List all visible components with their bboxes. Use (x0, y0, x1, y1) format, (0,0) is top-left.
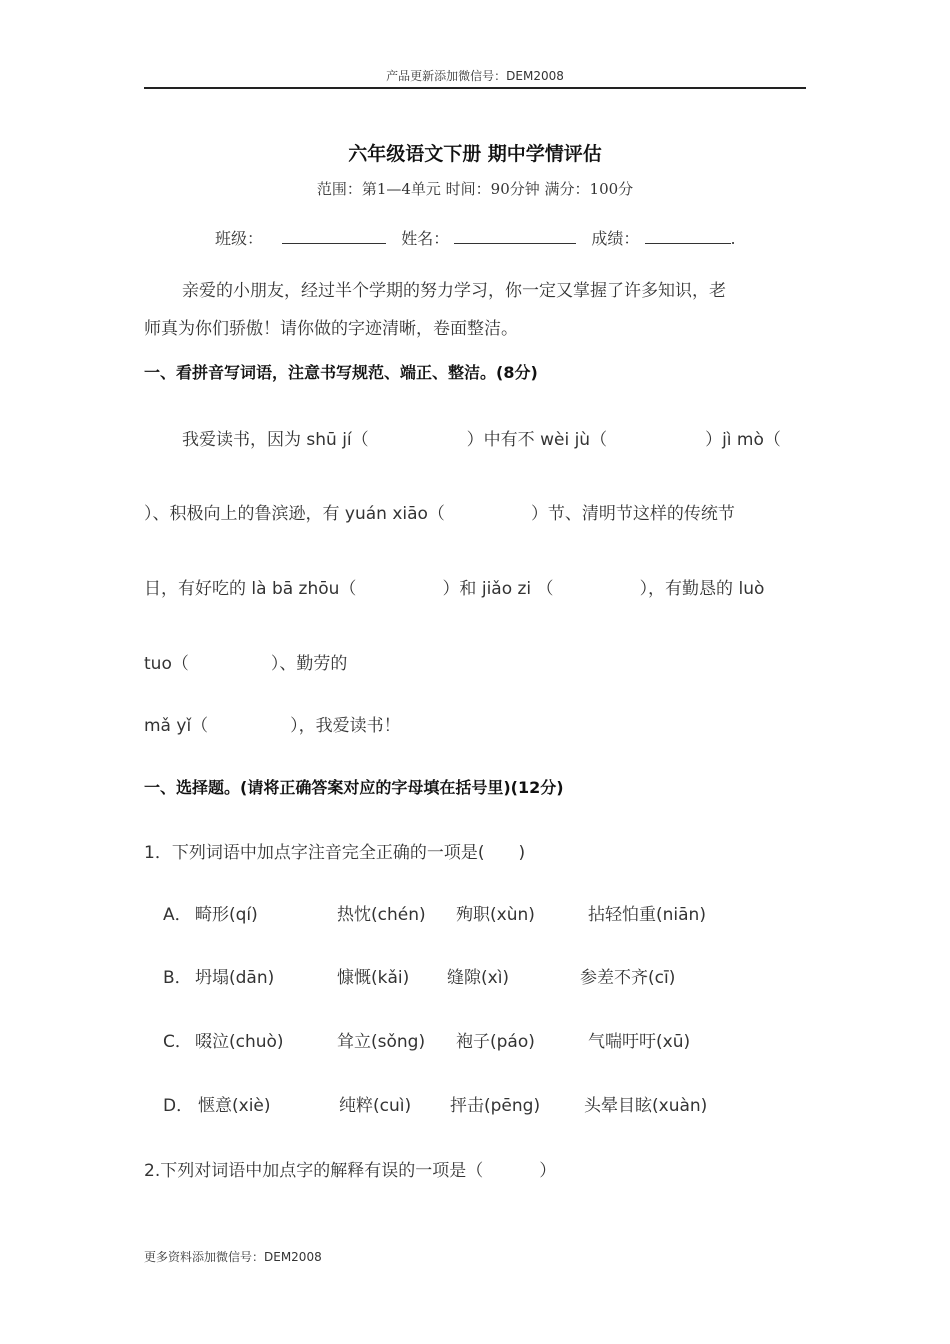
pinyin-text: ），有勤恳的 luò (639, 579, 765, 599)
option-a-item: 畸形(qí) (195, 905, 258, 925)
pinyin-text: ）jì mò（ (705, 430, 781, 450)
score-label: 成绩： (591, 229, 640, 248)
name-field[interactable] (454, 227, 576, 244)
option-d-letter[interactable]: D． (163, 1096, 194, 1116)
question-2-close: ） (539, 1161, 557, 1181)
option-c-item: 气喘吁吁(xū) (588, 1032, 691, 1052)
option-d-item: 抨击(pēng) (450, 1096, 541, 1116)
option-a-item: 拈轻怕重(niān) (588, 905, 706, 925)
page-header: 产品更新添加微信号：DEM2008 (386, 69, 564, 83)
name-label: 姓名： (401, 229, 450, 248)
header-divider (144, 87, 806, 89)
option-b-letter[interactable]: B． (163, 968, 192, 988)
student-info-line (215, 226, 736, 249)
pinyin-line-2 (144, 499, 735, 524)
exam-title: 六年级语文下册 期中学情评估 (348, 143, 602, 165)
page-footer: 更多资料添加微信号：DEM2008 (144, 1250, 322, 1264)
pinyin-text: ）节、清明节这样的传统节 (530, 504, 735, 524)
option-c-item: 袍子(páo) (456, 1032, 535, 1052)
pinyin-line-4 (144, 649, 347, 674)
question-2-text: 2.下列对词语中加点字的解释有误的一项是（ (144, 1161, 484, 1181)
pinyin-line-3 (144, 574, 764, 599)
pinyin-text: tuo（ (144, 654, 189, 674)
intro-line-2: 师真为你们骄傲！请你做的字迹清晰，卷面整洁。 (144, 319, 518, 339)
question-1-stem: 1．下列词语中加点字注音完全正确的一项是( ) (144, 843, 526, 863)
pinyin-text: ）、勤劳的 (270, 654, 348, 674)
option-d-item: 头晕目眩(xuàn) (584, 1096, 708, 1116)
pinyin-line-5 (144, 711, 401, 736)
intro-line-1: 亲爱的小朋友，经过半个学期的努力学习，你一定又掌握了许多知识，老 (182, 281, 726, 301)
exam-subtitle: 范围：第1—4单元 时间：90分钟 满分：100分 (316, 180, 634, 198)
option-a-letter[interactable]: A． (163, 905, 192, 925)
section-1-heading: 一、看拼音写词语，注意书写规范、端正、整洁。(8分) (144, 363, 538, 382)
option-b-item: 参差不齐(cī) (580, 968, 676, 988)
option-c-item: 耸立(sǒng) (337, 1032, 426, 1052)
option-c-letter[interactable]: C． (163, 1032, 192, 1052)
pinyin-line-1 (182, 425, 781, 450)
question-2-stem (144, 1156, 556, 1181)
pinyin-text: ），我爱读书！ (290, 716, 401, 736)
pinyin-text: ）、积极向上的鲁滨逊，有 yuán xiāo（ (144, 504, 445, 524)
option-b-item: 慷慨(kǎi) (337, 968, 410, 988)
pinyin-text: 我爱读书，因为 shū jí（ (182, 430, 369, 450)
pinyin-text: mǎ yǐ（ (144, 716, 209, 736)
option-d-item: 惬意(xiè) (198, 1096, 271, 1116)
option-c-item: 啜泣(chuò) (195, 1032, 284, 1052)
pinyin-text: ）和 jiǎo zi （ (442, 579, 554, 599)
option-b-item: 坍塌(dān) (195, 968, 275, 988)
option-a-item: 热忱(chén) (337, 905, 426, 925)
pinyin-text: 日，有好吃的 là bā zhōu（ (144, 579, 357, 599)
class-field[interactable] (282, 227, 386, 244)
score-field[interactable] (645, 227, 731, 244)
info-end: . (730, 229, 736, 248)
option-d-item: 纯粹(cuì) (339, 1096, 412, 1116)
option-a-item: 殉职(xùn) (456, 905, 535, 925)
option-b-item: 缝隙(xì) (447, 968, 510, 988)
section-2-heading: 一、选择题。(请将正确答案对应的字母填在括号里)(12分) (144, 778, 564, 797)
class-label: 班级： (215, 229, 264, 248)
pinyin-text: ）中有不 wèi jù（ (466, 430, 608, 450)
